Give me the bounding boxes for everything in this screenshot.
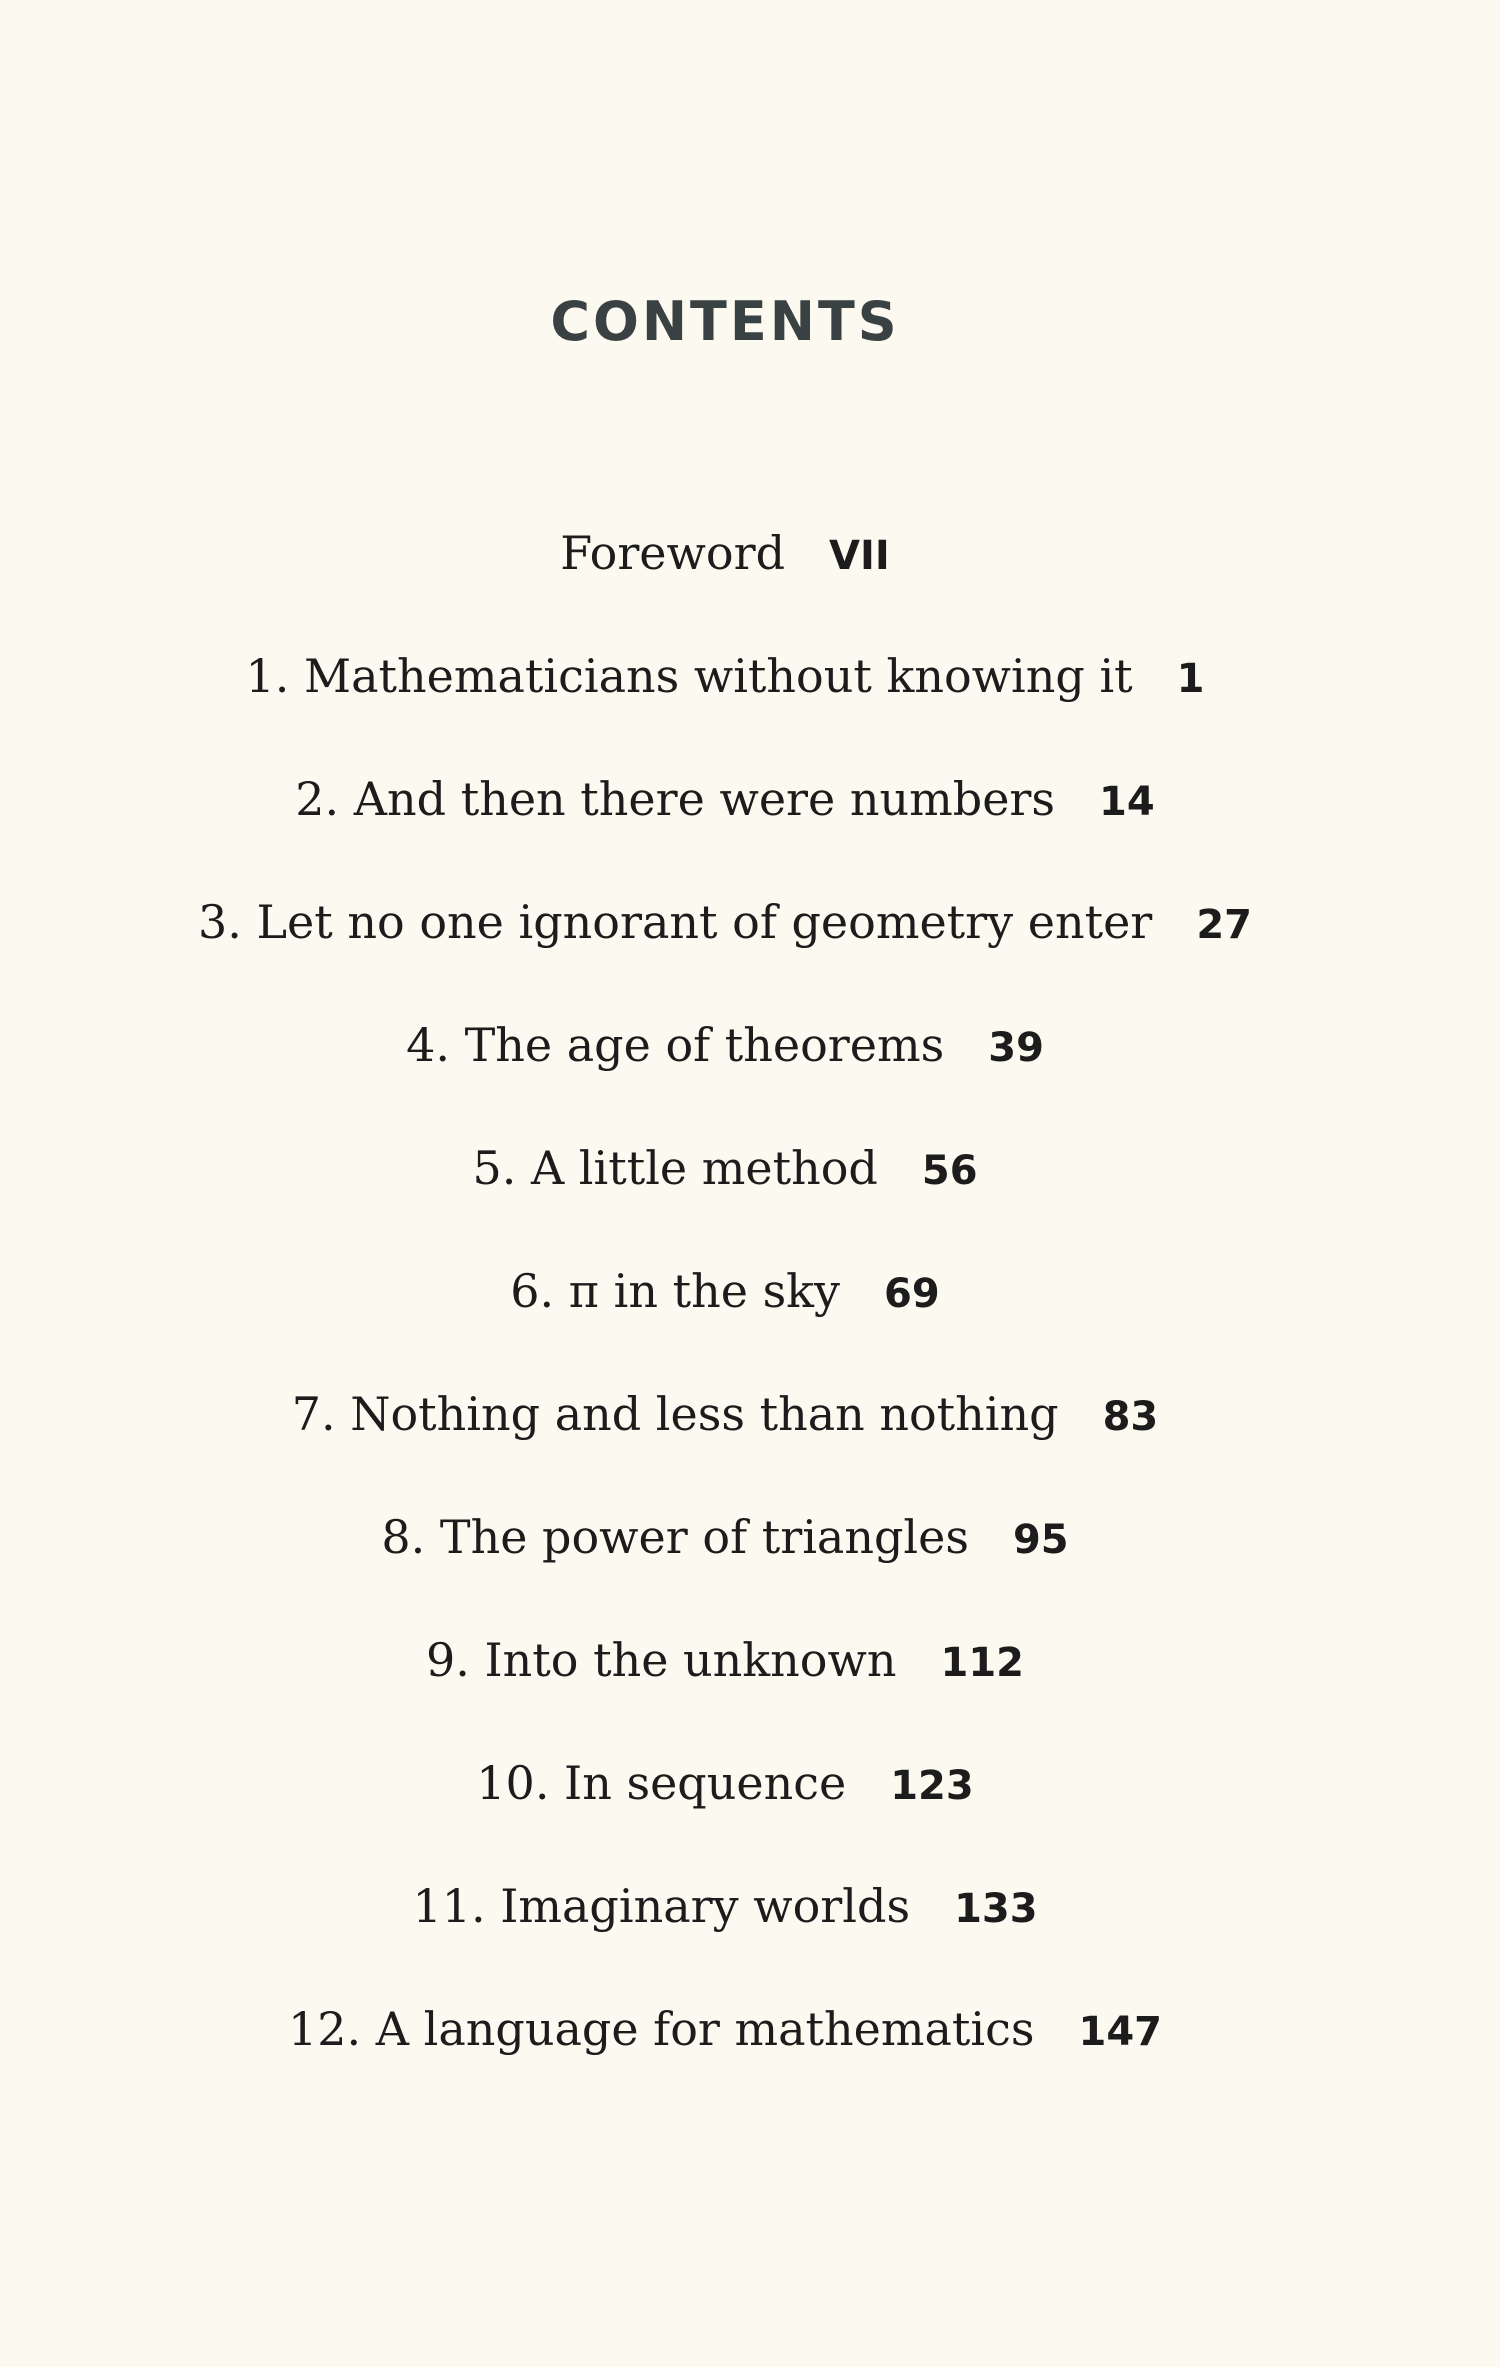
entry-page-number: 56 [921, 1148, 978, 1194]
toc-entry-chapter-3 [0, 895, 1450, 949]
entry-page-number: 69 [884, 1271, 940, 1317]
entry-page-number: 95 [1012, 1517, 1069, 1563]
entry-title: 4. The age of theorems [406, 1018, 945, 1072]
toc-entry-chapter-7 [0, 1387, 1450, 1441]
entry-title: 1. Mathematicians without knowing it [245, 649, 1133, 703]
entry-title: 6. π in the sky [510, 1264, 841, 1318]
toc-entry-chapter-1 [0, 649, 1450, 703]
entry-title: 8. The power of triangles [381, 1510, 969, 1564]
entry-page-number: VII [829, 533, 890, 579]
toc-entry-chapter-11 [0, 1879, 1450, 1933]
entry-page-number: 83 [1102, 1394, 1159, 1440]
entry-title: 5. A little method [472, 1141, 878, 1195]
toc-entry-chapter-2 [0, 772, 1450, 826]
entry-page-number: 123 [890, 1763, 974, 1809]
entry-page-number: 27 [1196, 902, 1252, 948]
entry-title: Foreword [560, 526, 786, 580]
toc-entry-chapter-8 [0, 1510, 1450, 1564]
entry-page-number: 147 [1078, 2009, 1162, 2055]
toc-entry-chapter-12 [0, 2002, 1450, 2056]
entry-page-number: 14 [1099, 779, 1155, 825]
toc-entry-chapter-9 [0, 1633, 1450, 1687]
toc-entry-chapter-10 [0, 1756, 1450, 1810]
entry-title: 7. Nothing and less than nothing [291, 1387, 1059, 1441]
entry-page-number: 39 [988, 1025, 1044, 1071]
entry-title: 11. Imaginary worlds [412, 1879, 911, 1933]
entry-title: 2. And then there were numbers [295, 772, 1056, 826]
toc-entry-chapter-5 [0, 1141, 1450, 1195]
entry-title: 10. In sequence [476, 1756, 847, 1810]
toc-entry-foreword [0, 526, 1450, 580]
entry-page-number: 133 [954, 1886, 1038, 1932]
entry-page-number: 1 [1176, 656, 1205, 702]
entry-title: 9. Into the unknown [425, 1633, 897, 1687]
entry-title: 12. A language for mathematics [288, 2002, 1035, 2056]
entry-title: 3. Let no one ignorant of geometry enter [198, 895, 1153, 949]
toc-entry-chapter-6 [0, 1264, 1450, 1318]
toc-entry-chapter-4 [0, 1018, 1450, 1072]
entry-page-number: 112 [940, 1640, 1024, 1686]
contents-heading: CONTENTS [550, 290, 900, 353]
